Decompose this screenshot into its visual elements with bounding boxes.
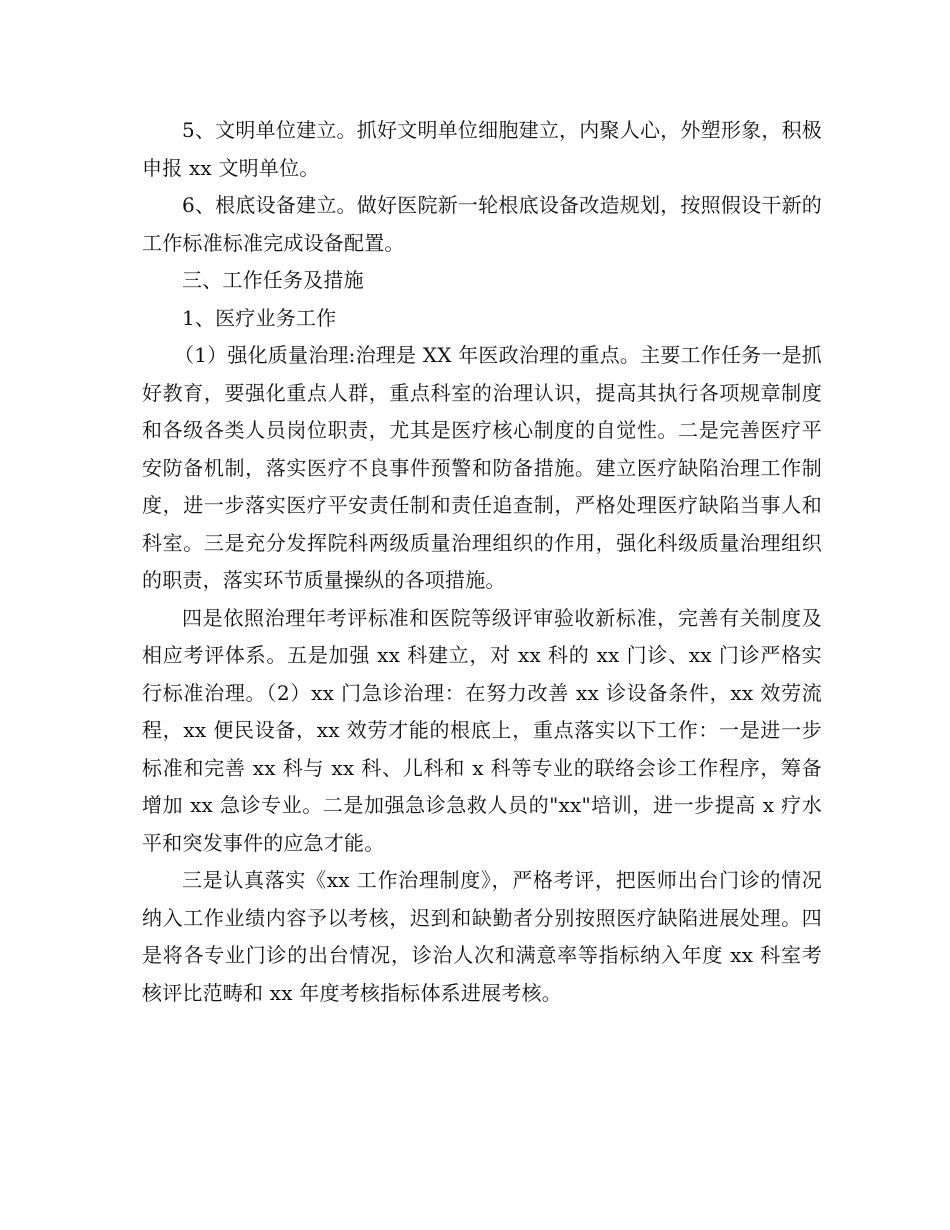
- section-heading-tasks-measures: 三、工作任务及措施: [182, 268, 364, 292]
- subheading-medical-business: 1、医疗业务工作: [182, 305, 337, 330]
- paragraph-emergency-management: 四是依照治理年考评标准和医院等级评审验收新标准，完善有关制度及相应考评体系。五是加强 xx 科建立，对 xx 科的 xx 门诊、xx 门诊严格实行标准治理。（2）xx 门急诊治理：在努力改善 xx 诊设备条件，xx 效劳流程，xx 便民设备，xx 效劳才能的根底上，重点落实以下工作：一是进一步标准和完善 xx 科与 xx 科、儿科和 x 科等专业的联络会诊工作程序，筹备增加 xx 急诊专业。二是加强急诊急救人员的"xx"培训，进一步提高 x 疗水平和突发事件的应急才能。: [142, 605, 822, 855]
- paragraph-infrastructure: 6、根底设备建立。做好医院新一轮根底设备改造规划，按照假设干新的工作标准标准完成设备配置。: [142, 193, 822, 255]
- document-body: [142, 112, 822, 1012]
- paragraph-quality-management: （1）强化质量治理:治理是 XX 年医政治理的重点。主要工作任务一是抓好教育，要强化重点人群，重点科室的治理认识，提高其执行各项规章制度和各级各类人员岗位职责，尤其是医疗核心制度的自觉性。二是完善医疗平安防备机制，落实医疗不良事件预警和防备措施。建立医疗缺陷治理工作制度，进一步落实医疗平安责任制和责任追查制，严格处理医疗缺陷当事人和科室。三是充分发挥院科两级质量治理组织的作用，强化科级质量治理组织的职责，落实环节质量操纵的各项措施。: [142, 343, 822, 592]
- paragraph-civilization-unit: 5、文明单位建立。抓好文明单位细胞建立，内聚人心，外塑形象，积极申报 xx 文明单位。: [142, 118, 822, 180]
- paragraph-outpatient-assessment: 三是认真落实《xx 工作治理制度》，严格考评，把医师出台门诊的情况纳入工作业绩内容予以考核，迟到和缺勤者分别按照医疗缺陷进展处理。四是将各专业门诊的出台情况，诊治人次和满意率等指标纳入年度 xx 科室考核评比范畴和 xx 年度考核指标体系进展考核。: [142, 868, 822, 1005]
